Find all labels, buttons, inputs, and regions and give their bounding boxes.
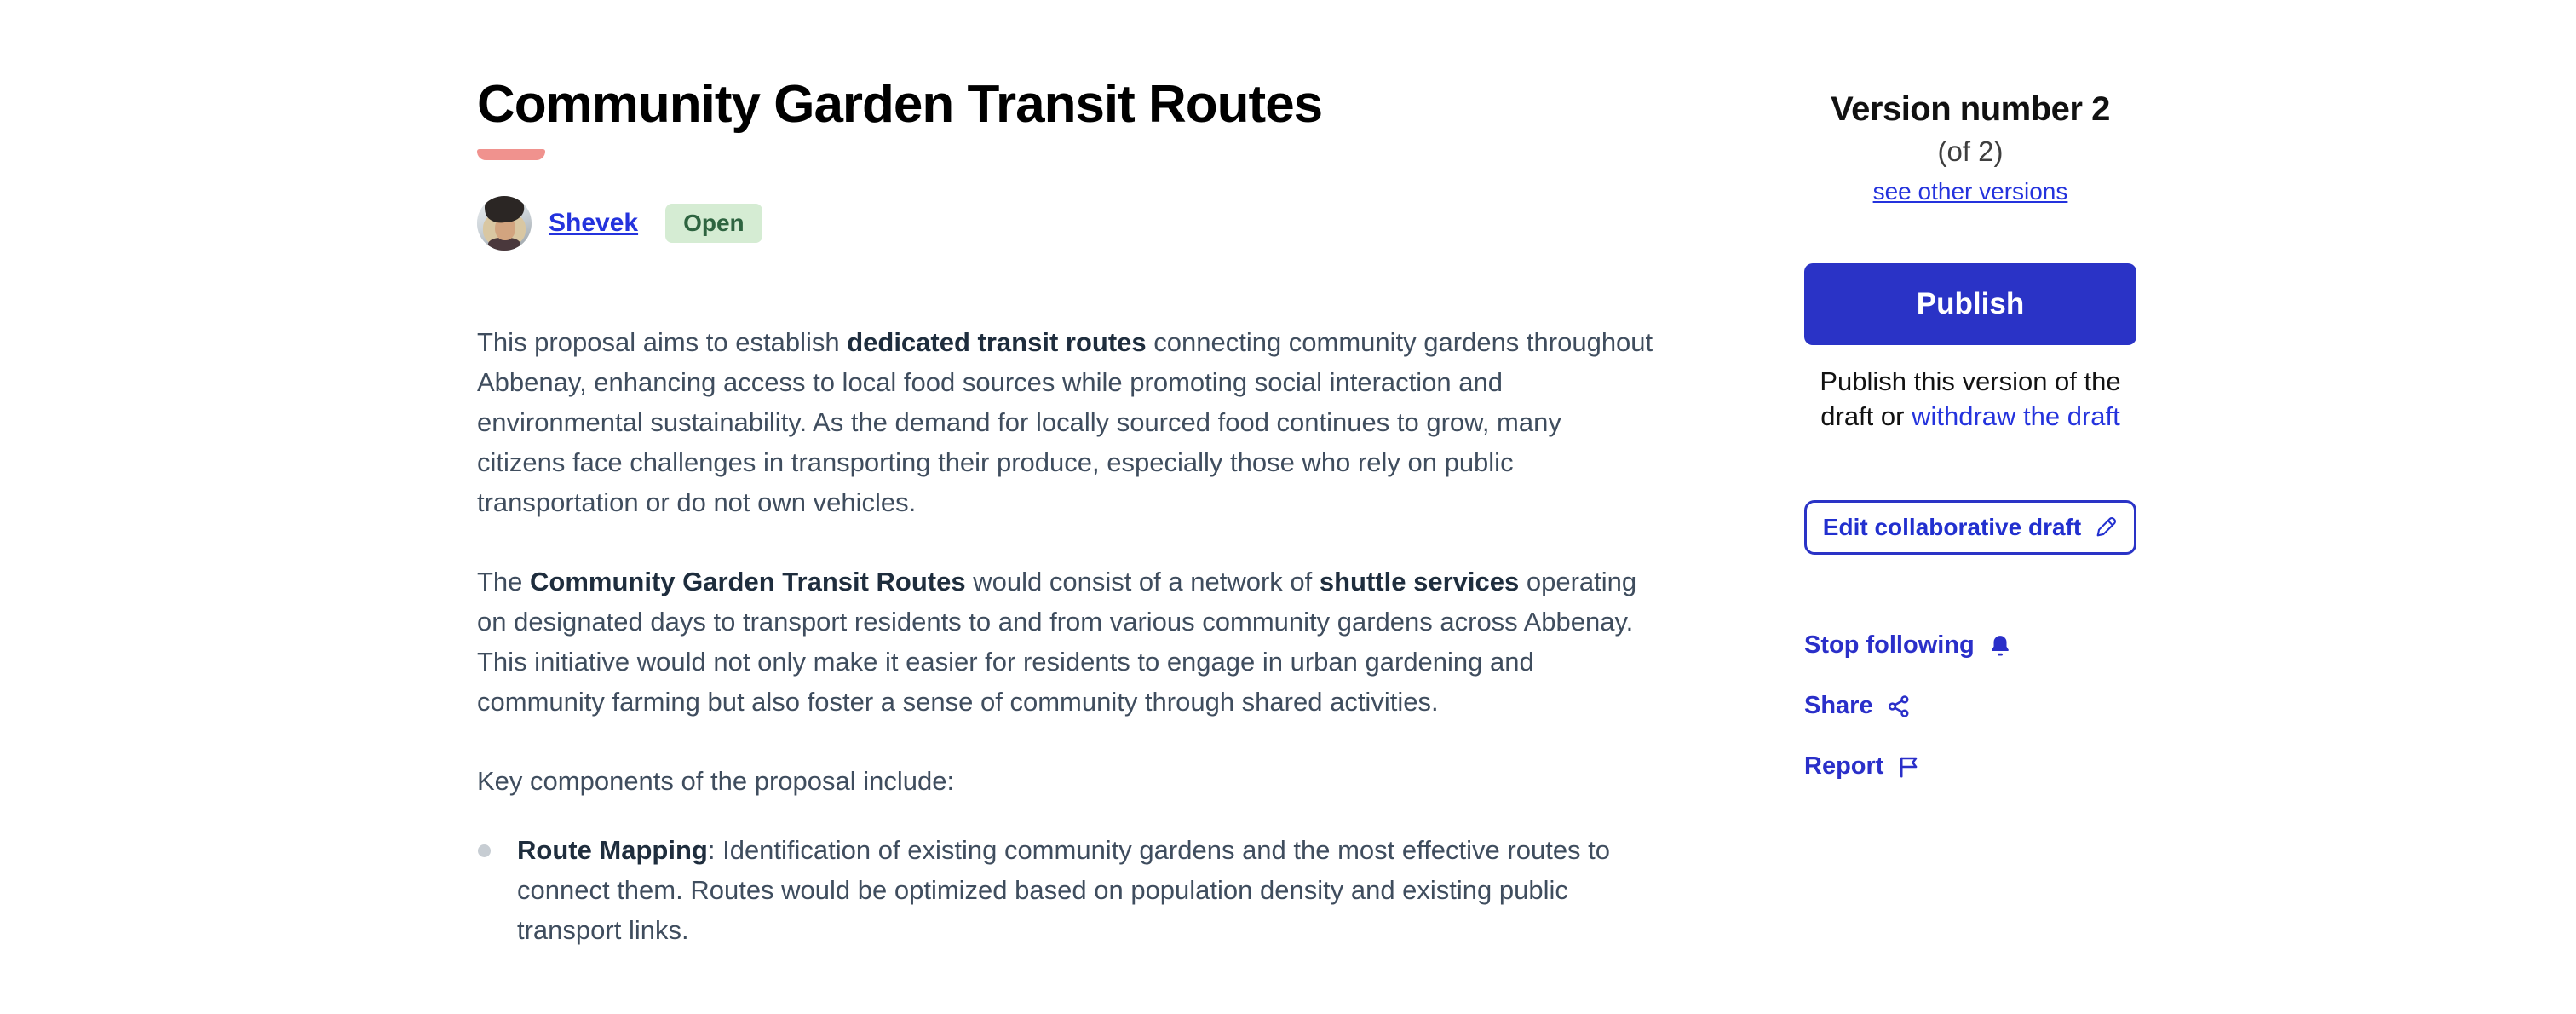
author-avatar[interactable] (477, 196, 532, 251)
paragraph-1 (477, 322, 1654, 522)
version-subtitle: (of 2) (1937, 135, 2004, 167)
withdraw-draft-link[interactable]: withdraw the draft (1912, 401, 2120, 431)
author-row (477, 196, 1654, 251)
publish-caption (1804, 364, 2136, 434)
share-icon (1886, 694, 1912, 719)
author-name-link[interactable]: Shevek (549, 209, 639, 238)
edit-collaborative-draft-button[interactable] (1804, 500, 2136, 555)
text-segment: would consist of a network of (965, 567, 1320, 597)
page-title: Community Garden Transit Routes (477, 75, 1323, 134)
paragraph-2 (477, 562, 1654, 722)
bell-icon (1987, 633, 2013, 659)
version-sidebar (1804, 90, 2136, 813)
text-segment: : Identification of existing community gardens and the most effective routes to connect them. Routes would be optimized based on population density and existing public transport links. (517, 835, 1611, 946)
share-link[interactable] (1804, 692, 2136, 720)
stop-following-label: Stop following (1804, 631, 1975, 659)
text-segment: connecting community gardens throughout Abbenay, enhancing access to local food sources while promoting social interaction and environmental sustainability. As the demand for locally sourced food continues to grow, many citizens face challenges in transporting their produce, especially those who rely on public transportation or do not own vehicles. (477, 327, 1653, 518)
text-segment: shuttle services (1319, 567, 1520, 597)
key-components-list (477, 830, 1654, 950)
report-link[interactable] (1804, 752, 2136, 781)
list-item-route-mapping (477, 830, 1654, 950)
edit-button-label: Edit collaborative draft (1822, 514, 2082, 540)
sidebar-actions (1804, 631, 2136, 781)
text-segment: dedicated transit routes (847, 327, 1147, 358)
publish-caption-text: Publish this version of the draft or (1820, 366, 2121, 431)
version-title: Version number 2 (1831, 90, 2110, 128)
text-segment: The (477, 567, 531, 597)
text-segment: Route Mapping (517, 835, 708, 866)
status-badge: Open (665, 204, 762, 243)
publish-button[interactable]: Publish (1804, 263, 2136, 345)
see-other-versions-link[interactable]: see other versions (1872, 178, 2068, 205)
text-segment: operating on designated days to transport residents to and from various community gardens across Abbenay. This initiative would not only make it easier for residents to engage in urban gardening and community farming but also foster a sense of community through shared activities. (477, 567, 1637, 717)
text-segment: This proposal aims to establish (477, 327, 848, 358)
text-segment: Community Garden Transit Routes (530, 567, 966, 597)
main-content (477, 75, 1654, 950)
share-label: Share (1804, 692, 1873, 719)
pencil-icon (2094, 516, 2118, 539)
text-segment: Key components of the proposal include: (477, 766, 955, 797)
title-underline-decoration (477, 149, 545, 160)
stop-following-link[interactable] (1804, 631, 2136, 660)
report-label: Report (1804, 752, 1884, 780)
paragraph-3 (477, 761, 1654, 801)
flag-icon (1896, 754, 1922, 780)
